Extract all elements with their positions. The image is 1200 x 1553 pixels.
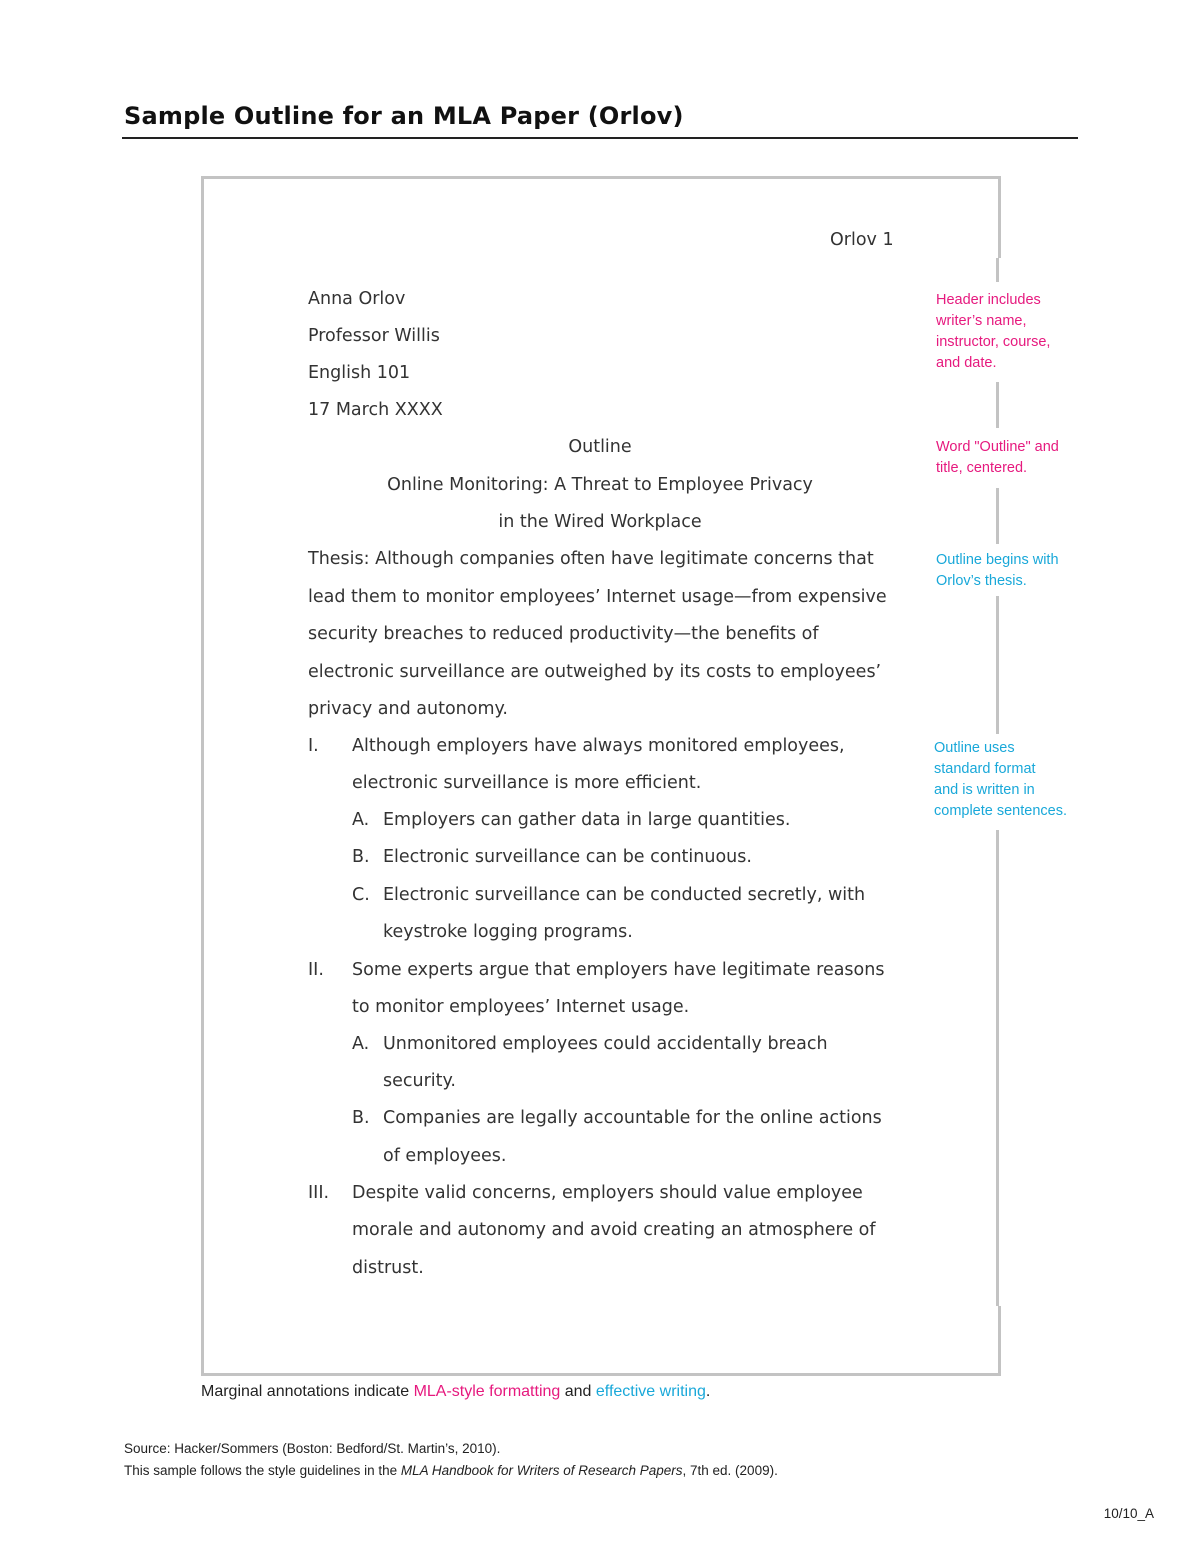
outline-subitem-text: Employers can gather data in large quantities. <box>383 810 791 830</box>
thesis-line-4: electronic surveillance are outweighed by its costs to employees’ <box>308 662 882 682</box>
annotation-line: Outline uses <box>934 740 1015 756</box>
annotation-line: complete sentences. <box>934 803 1067 819</box>
caption-suffix: . <box>705 1383 711 1400</box>
outline-item-text: Despite valid concerns, employers should value employee <box>352 1183 863 1203</box>
paper-title-line-2: in the Wired Workplace <box>498 512 702 532</box>
annotation-header <box>936 290 1106 374</box>
document-title: Sample Outline for an MLA Paper (Orlov) <box>124 102 684 130</box>
outline-item-text: Although employers have always monitored employees, <box>352 736 845 756</box>
border-segment <box>996 488 999 544</box>
annotation-line: instructor, course, <box>936 334 1051 350</box>
outline-subitem-label: B. <box>352 847 370 867</box>
annotation-line: standard format <box>934 761 1036 777</box>
outline-subitem-text: of employees. <box>383 1146 507 1166</box>
outline-item-label: II. <box>308 960 324 980</box>
annotation-line: and date. <box>936 355 997 371</box>
thesis-line-1: Thesis: Although companies often have legitimate concerns that <box>308 549 874 569</box>
outline-subitem-label: C. <box>352 885 370 905</box>
annotation-line: Outline begins with <box>936 552 1059 568</box>
outline-item-text: distrust. <box>352 1258 424 1278</box>
thesis-line-2: lead them to monitor employees’ Internet usage—from expensive <box>308 587 887 607</box>
paper-title-line-1: Online Monitoring: A Threat to Employee Privacy <box>387 475 813 495</box>
heading-instructor: Professor Willis <box>308 326 440 346</box>
outline-subitem-label: A. <box>352 810 370 830</box>
border-segment <box>996 830 999 1306</box>
source-line-2 <box>124 1463 778 1478</box>
annotation-title-centered <box>936 437 1106 479</box>
source-line-1: Source: Hacker/Sommers (Boston: Bedford/St. Martin’s, 2010). <box>124 1441 501 1456</box>
outline-item-label: I. <box>308 736 319 756</box>
heading-writer-name: Anna Orlov <box>308 289 406 309</box>
annotation-line: title, centered. <box>936 460 1028 476</box>
heading-course: English 101 <box>308 363 411 383</box>
annotation-line: writer’s name, <box>936 313 1027 329</box>
source-line-2-suffix: , 7th ed. (2009). <box>682 1463 778 1478</box>
outline-subitem-text: Unmonitored employees could accidentally breach <box>383 1034 828 1054</box>
outline-item-text: morale and autonomy and avoid creating an atmosphere of <box>352 1220 876 1240</box>
heading-date: 17 March XXXX <box>308 400 443 420</box>
outline-item-text: to monitor employees’ Internet usage. <box>352 997 690 1017</box>
outline-subitem-label: B. <box>352 1108 370 1128</box>
caption-prefix: Marginal annotations indicate <box>201 1383 414 1400</box>
caption-formatting-label: MLA-style formatting <box>413 1383 561 1400</box>
source-line-2-prefix: This sample follows the style guidelines in the <box>124 1463 401 1478</box>
annotation-line: Header includes <box>936 292 1041 308</box>
annotation-format <box>934 738 1104 822</box>
annotation-thesis <box>936 550 1106 592</box>
thesis-line-5: privacy and autonomy. <box>308 699 508 719</box>
outline-subitem-label: A. <box>352 1034 370 1054</box>
outline-subitem-text: Companies are legally accountable for the online actions <box>383 1108 882 1128</box>
annotation-caption <box>201 1383 710 1401</box>
caption-middle: and <box>560 1383 596 1400</box>
outline-subitem-text: Electronic surveillance can be conducted secretly, with <box>383 885 866 905</box>
caption-writing-label: effective writing <box>595 1383 706 1400</box>
annotation-line: Word "Outline" and <box>936 439 1059 455</box>
outline-subitem-text: keystroke logging programs. <box>383 922 633 942</box>
running-header: Orlov 1 <box>830 230 894 250</box>
border-segment <box>996 382 999 428</box>
outline-subitem-text: security. <box>383 1071 456 1091</box>
title-rule <box>122 137 1078 139</box>
annotation-line: and is written in <box>934 782 1035 798</box>
outline-item-text: electronic surveillance is more efficient. <box>352 773 702 793</box>
border-segment <box>996 596 999 734</box>
source-line-2-italic: MLA Handbook for Writers of Research Papers <box>400 1463 683 1478</box>
thesis-line-3: security breaches to reduced productivity—the benefits of <box>308 624 819 644</box>
outline-subitem-text: Electronic surveillance can be continuous. <box>383 847 752 867</box>
border-segment <box>996 258 999 282</box>
outline-word: Outline <box>568 437 632 457</box>
page-code: 10/10_A <box>1103 1506 1154 1521</box>
annotation-line: Orlov’s thesis. <box>936 573 1027 589</box>
outline-item-label: III. <box>308 1183 330 1203</box>
outline-item-text: Some experts argue that employers have legitimate reasons <box>352 960 885 980</box>
